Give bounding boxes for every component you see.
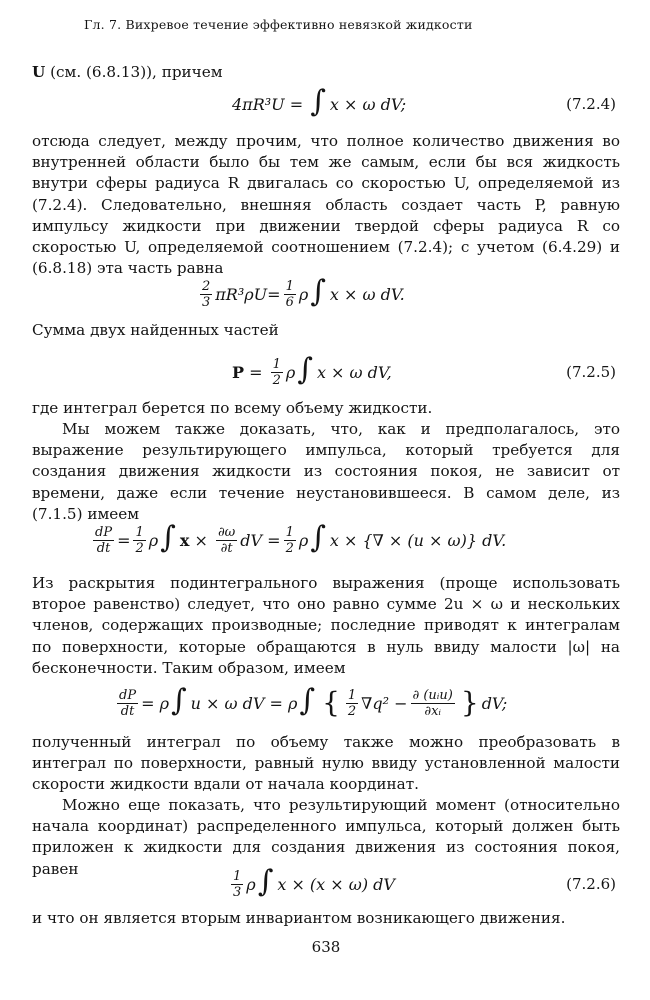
intro-text: (см. (6.8.13)), причем: [45, 63, 223, 81]
paragraph-5: Из раскрытия подинтегрального выражения (проще использовать второе равенство) следует, что оно равно сумме 2u × ω и нескольких членов, содержащих производные; последние приводят к интегралам по поверхности, которые обращаются в нуль ввиду малости |ω| на бесконечности. Таким образом, имеем: [32, 574, 620, 677]
fraction-1-3: $\frac{1}{3}$: [233, 868, 242, 900]
eq-dpdt1-mid: dV: [240, 530, 263, 550]
paragraph-4: Мы можем также доказать, что, как и предполагалось, это выражение результирующего импульса, который требуется для создания движения жидкости из состояния покоя, не зависит от времени, даже если течение неустановившееся. В самом деле, из (7.1.5) имеем: [32, 420, 620, 523]
equation-dp-dt-2: $\frac{dP}{dt}$ = ρ ∫ u × ω dV = ρ ∫ { $\frac{1}{2}$ ∇q² − $\frac{\text{∂ (uᵢu)}}{\text{∂xᵢ}}$ } dV;: [119, 683, 508, 719]
fraction-2-3: $\frac{2}{3}$: [202, 278, 211, 310]
paragraph-2: Сумма двух найденных частей: [32, 321, 279, 339]
eq-mid-lhs: πR³ρU: [215, 284, 268, 304]
fraction-dw-dt: $\frac{\partial\omega}{\partial t}$: [217, 524, 236, 556]
equation-7-2-5: P = $\frac{1}{2}$ ρ ∫ x × ω dV, (7.2.5): [32, 350, 620, 394]
eq-724-rhs: x × ω dV;: [329, 94, 407, 114]
eq-725-rhs: x × ω dV,: [316, 362, 392, 382]
eq-dpdt2-tail: dV;: [481, 693, 508, 713]
integral-sign: ∫: [160, 520, 176, 555]
eq-number-7-2-5: (7.2.5): [566, 363, 616, 381]
page: [32, 0, 622, 1000]
fraction-1-2: $\frac{1}{2}$: [347, 687, 357, 719]
page-number: 638: [311, 938, 341, 956]
equation-7-2-6: $\frac{1}{3}$ ρ ∫ x × (x × ω) dV (7.2.6): [32, 862, 620, 906]
eq-mid-rhs: x × ω dV.: [329, 284, 405, 304]
eq-724-lhs: 4πR³U: [232, 94, 285, 114]
eq-725-lhs: P: [232, 362, 245, 382]
fraction-1-6: $\frac{1}{6}$: [285, 278, 294, 310]
equation-outer-part: $\frac{2}{3}$ πR³ρU = $\frac{1}{6}$ ρ ∫ x × ω dV.: [202, 274, 405, 310]
paragraph-1: отсюда следует, между прочим, что полное количество движения во внутренней области было бы тем же самым, если бы вся жидкость внутри сферы радиуса R двигалась со скоростью U, определяемой из (7.2.4). Следовательно, внешняя область создает часть P, равную импульсу жидкости при движении твердой сферы радиуса R со скоростью U, определяемой соотношением (7.2.4); с учетом (6.4.29) и (6.8.18) эта часть равна: [32, 132, 620, 278]
integral-sign: ∫: [299, 683, 316, 718]
fraction-dp-dt: $\frac{dP}{dt}$: [119, 687, 137, 719]
fraction-1-2: $\frac{1}{2}$: [135, 524, 144, 556]
fraction-1-2: $\frac{1}{2}$: [272, 356, 281, 388]
integral-sign: ∫: [310, 274, 326, 309]
paragraph-6: полученный интеграл по объему также можно преобразовать в интеграл по поверхности, равный нулю ввиду установленной малости скорости жидкости вдали от начала координат.: [32, 733, 620, 794]
paragraph-3: где интеграл берется по всему объему жидкости.: [32, 399, 433, 417]
paragraph-7: Можно еще показать, что результирующий момент (относительно начала координат) распределенного импульса, который должен быть приложен к жидкости для создания движения из состояния покоя, равен: [32, 796, 620, 878]
eq-number-7-2-4: (7.2.4): [566, 95, 616, 113]
eq-dpdt2-mid: u × ω dV: [190, 693, 265, 713]
integral-sign: ∫: [257, 864, 274, 899]
equation-dp-dt-1: $\frac{dP}{dt}$ = $\frac{1}{2}$ ρ ∫ x × $\frac{\partial\omega}{\partial t}$ dV = $\frac{1}{2}$ ρ ∫ x × {∇ × (u × ω)} dV.: [95, 520, 507, 556]
eq-726-rhs: x × (x × ω) dV: [277, 874, 395, 894]
integral-sign: ∫: [297, 352, 313, 387]
integral-sign: ∫: [310, 84, 326, 119]
equation-7-2-4: 4πR³U = ∫ x × ω dV; (7.2.4): [32, 82, 620, 126]
paragraph-8: и что он является вторым инвариантом возникающего движения.: [32, 909, 566, 927]
intro-line: [32, 62, 620, 83]
fraction-dp-dt: $\frac{dP}{dt}$: [95, 524, 113, 556]
running-header: Гл. 7. Вихревое течение эффективно невязкой жидкости: [84, 17, 473, 32]
integral-sign: ∫: [310, 520, 326, 555]
eq-dpdt1-rhs: x × {∇ × (u × ω)} dV.: [329, 530, 507, 550]
velocity-symbol: U: [32, 63, 46, 81]
fraction-1-2-b: $\frac{1}{2}$: [285, 524, 294, 556]
eq-number-7-2-6: (7.2.6): [566, 875, 616, 893]
eq-dpdt2-grad: ∇q²: [361, 693, 389, 713]
integral-sign: ∫: [170, 683, 187, 718]
fraction-partial: $\frac{\text{∂ (uᵢu)}}{\text{∂xᵢ}}$: [412, 687, 453, 719]
